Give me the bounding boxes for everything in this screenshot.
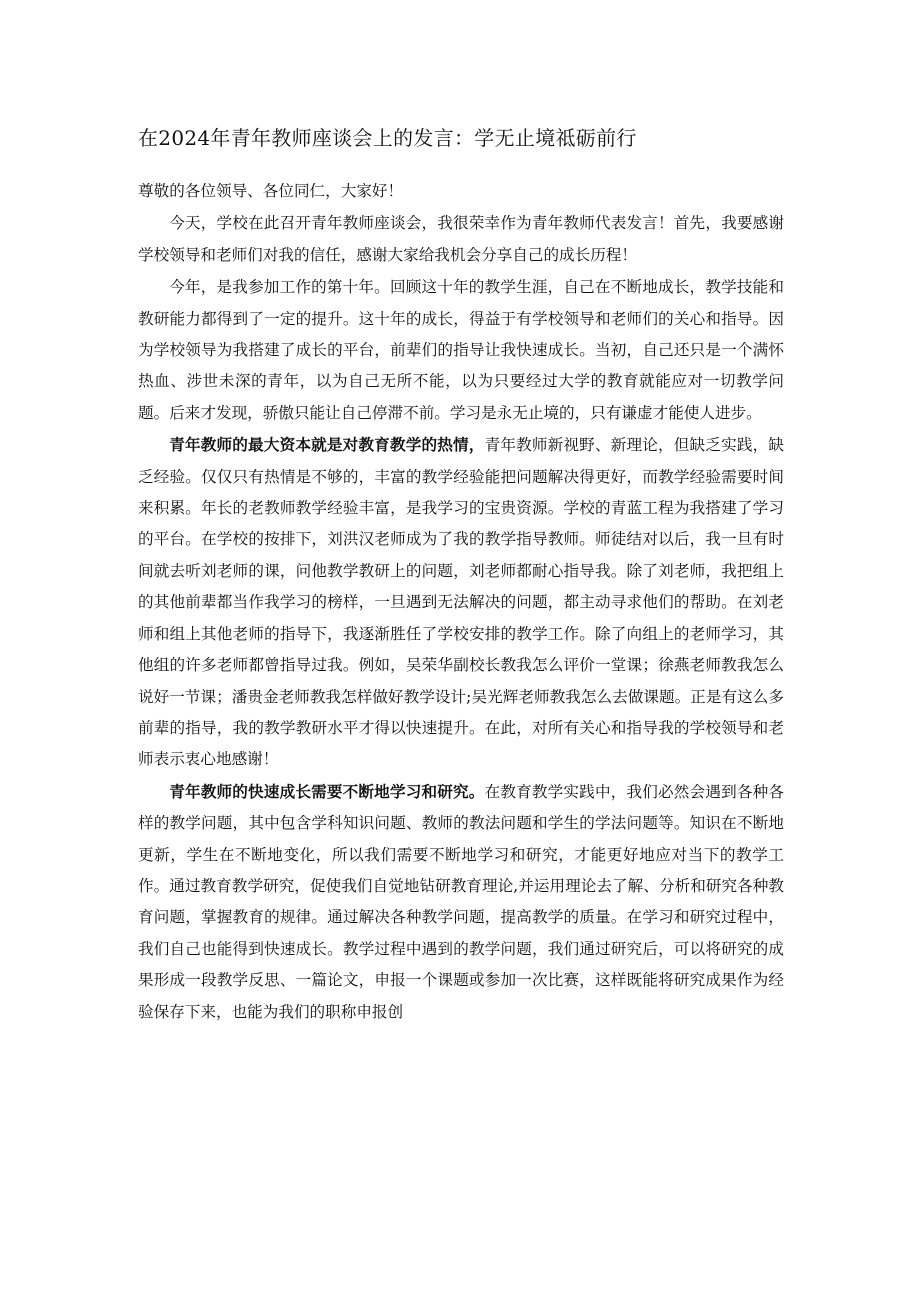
document-title: 在2024年青年教师座谈会上的发言：学无止境祗砺前行 [138, 126, 637, 150]
paragraph-lead: 青年教师的最大资本就是对教育教学的热情， [169, 435, 485, 455]
paragraph-text: 青年教师新视野、新理论，但缺乏实践，缺乏经验。仅仅只有热情是不够的，丰富的教学经验能把问题解决得更好，而教学经验需要时间来积累。年长的老教师教学经验丰富，是我学习的宝贵资源。学校的青蓝工程为我搭建了学习的平台。在学校的按排下，刘洪汉老师成为了我的教学指导教师。师徒结对以后，我一旦有时间就去听刘老师的课，问他教学教研上的问题，刘老师都耐心指导我。除了刘老师，我把组上的其他前辈都当作我学习的榜样，一旦遇到无法解决的问题，都主动寻求他们的帮助。在刘老师和组上其他老师的指导下，我逐渐胜任了学校安排的教学工作。除了向组上的老师学习，其他组的许多老师都曾指导过我。例如，吴荣华副校长教我怎么评价一堂课；徐燕老师教我怎么说好一节课；潘贵金老师教我怎样做好教学设计;吴光辉老师教我怎么去做课题。正是有这么多前辈的指导，我的教学教研水平才得以快速提升。在此，对所有关心和指导我的学校领导和老师表示衷心地感谢！ [138, 436, 784, 769]
document-page [138, 122, 784, 1028]
paragraph-text: 今年，是我参加工作的第十年。回顾这十年的教学生涯，自己在不断地成长，教学技能和教研能力都得到了一定的提升。这十年的成长，得益于有学校领导和老师们的关心和指导。因为学校领导为我搭建了成长的平台，前辈们的指导让我快速成长。当初，自己还只是一个满怀热血、涉世未深的青年，以为自己无所不能，以为只要经过大学的教育就能应对一切教学问题。后来才发现，骄傲只能让自己停滞不前。学习是永无止境的，只有谦虚才能使人进步。 [138, 278, 784, 422]
paragraph-text: 今天，学校在此召开青年教师座谈会，我很荣幸作为青年教师代表发言！首先，我要感谢学校领导和老师们对我的信任，感谢大家给我机会分享自己的成长历程！ [138, 214, 784, 264]
paragraph-2 [138, 271, 784, 429]
paragraph-lead: 青年教师的快速成长需要不断地学习和研究。 [169, 781, 485, 801]
paragraph-4 [138, 776, 784, 1028]
paragraph-text: 在教育教学实践中，我们必然会遇到各种各样的教学问题，其中包含学科知识问题、教师的教法问题和学生的学法问题等。知识在不断地更新，学生在不断地变化，所以我们需要不断地学习和研究，才能更好地应对当下的教学工作。通过教育教学研究，促使我们自觉地钻研教育理论,并运用理论去了解、分析和研究各种教育问题，掌握教育的规律。通过解决各种教学问题，提高教学的质量。在学习和研究过程中，我们自己也能得到快速成长。教学过程中遇到的教学问题，我们通过研究后，可以将研究的成果形成一段教学反思、一篇论文，申报一个课题或参加一次比赛，这样既能将研究成果作为经验保存下来，也能为我们的职称申报创 [138, 782, 784, 1021]
greeting: 尊敬的各位领导、各位同仁，大家好！ [138, 182, 404, 200]
paragraph-3 [138, 429, 784, 775]
paragraph-1 [138, 207, 784, 271]
